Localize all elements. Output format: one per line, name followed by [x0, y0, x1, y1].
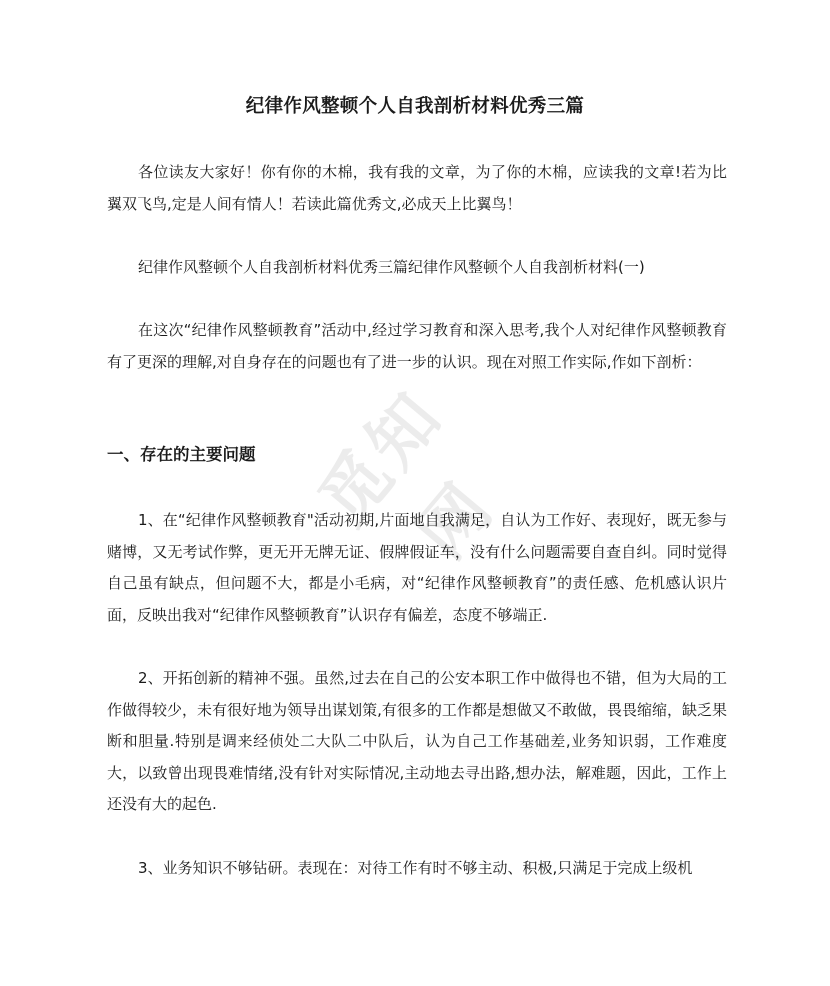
watermark: 觅知网	[304, 375, 511, 574]
problem-item-1: 1、在“纪律作风整顿教育"活动初期,片面地自我满足，自认为工作好、表现好，既无参与赌博，又无考试作弊，更无开无牌无证、假牌假证车，没有什么问题需要自查自纠。同时觉得自己虽有缺点，但问题不大，都是小毛病，对“纪律作风整顿教育”的责任感、危机感认识片面，反映出我对“纪律作风整顿教育”认识存有偏差，态度不够端正.	[107, 511, 727, 624]
subtitle-paragraph: 纪律作风整顿个人自我剖析材料优秀三篇纪律作风整顿个人自我剖析材料(一)	[138, 258, 645, 276]
section-heading: 一、存在的主要问题	[107, 445, 256, 464]
greeting-paragraph: 各位读友大家好！你有你的木棉，我有我的文章，为了你的木棉，应读我的文章!若为比翼双飞鸟,定是人间有情人！若读此篇优秀文,必成天上比翼鸟！	[107, 163, 727, 213]
problem-item-2: 2、开拓创新的精神不强。虽然,过去在自己的公安本职工作中做得也不错，但为大局的工作做得较少，未有很好地为领导出谋划策,有很多的工作都是想做又不敢做，畏畏缩缩，缺乏果断和胆量.特别是调来经侦处二大队二中队后，认为自己工作基础差,业务知识弱，工作难度大，以致曾出现畏难情绪,没有针对实际情况,主动地去寻出路,想办法，解难题，因此，工作上还没有大的起色.	[107, 669, 727, 813]
document-title: 纪律作风整顿个人自我剖析材料优秀三篇	[245, 96, 585, 117]
problem-item-3: 3、业务知识不够钻研。表现在：对待工作有时不够主动、积极,只满足于完成上级机	[138, 859, 693, 877]
intro-paragraph: 在这次“纪律作风整顿教育”活动中,经过学习教育和深入思考,我个人对纪律作风整顿教育有了更深的理解,对自身存在的问题也有了进一步的认识。现在对照工作实际,作如下剖析：	[107, 321, 727, 371]
